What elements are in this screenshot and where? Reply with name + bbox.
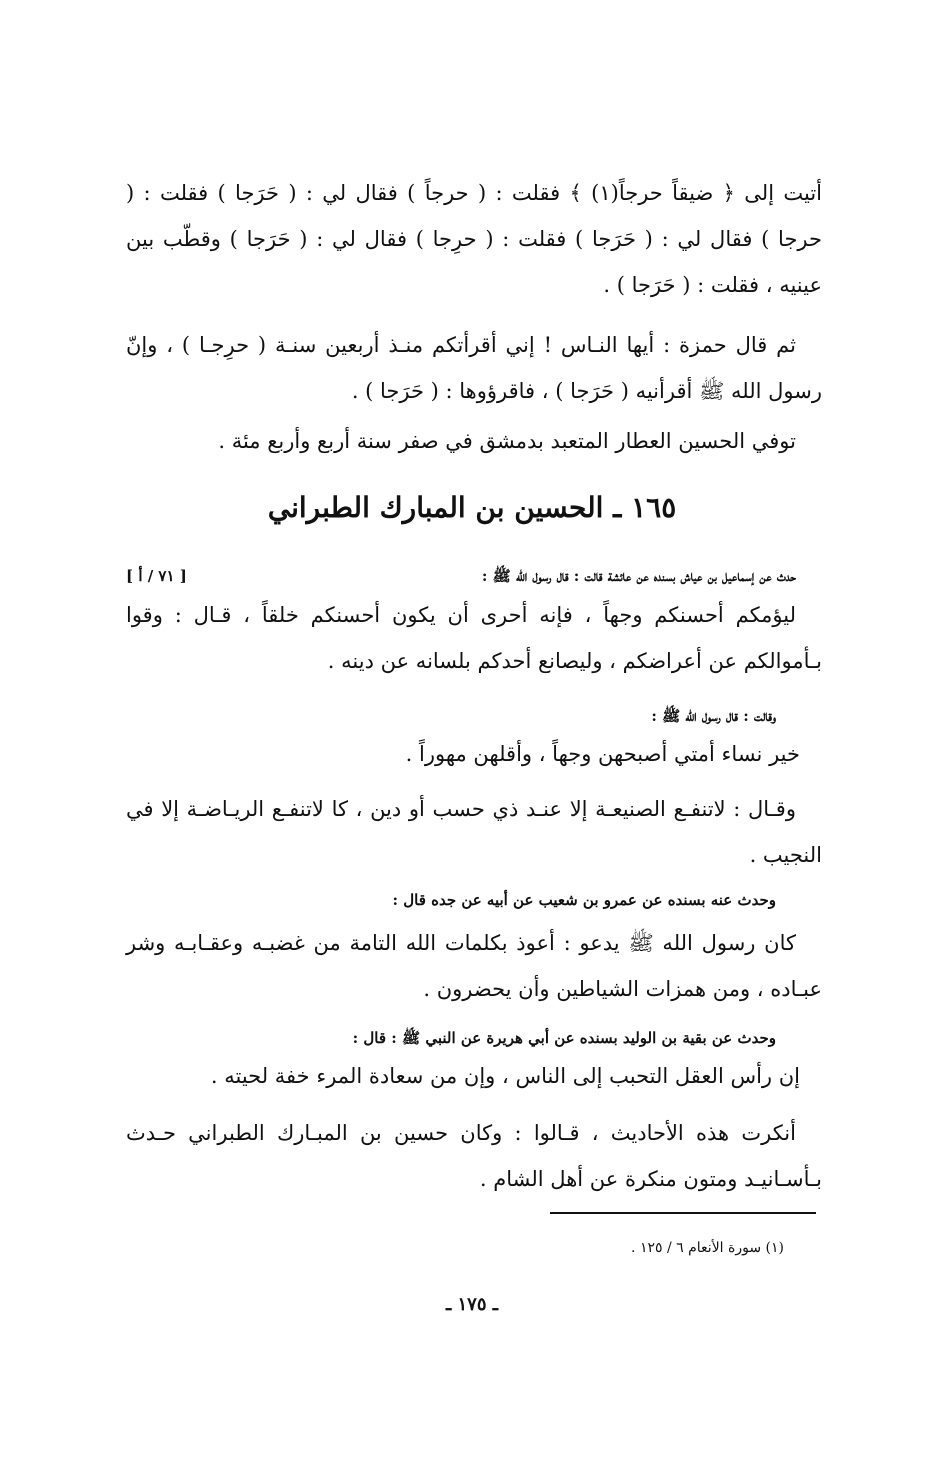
footnote-divider (550, 1212, 816, 1214)
isnad-1-text: حدث عن إسماعيل بن عياش بسنده عن عائشة قالت : قال رسول الله ﷺ : (481, 567, 796, 585)
hadith-4: كان رسول الله ﷺ يدعو : أعوذ بكلمات الله التامة من غضبـه وعقـابـه وشر عبـاده ، ومن همزات الشياطين وأن يحضرون . (126, 931, 822, 1001)
isnad-5: وحدث عن بقية بن الوليد بسنده عن أبي هريرة عن النبي ﷺ : قال : (352, 1029, 776, 1047)
hadith-5: إن رأس العقل التحبب إلى الناس ، وإن من سعادة المرء خفة لحيته . (210, 1064, 800, 1088)
entry-heading: ١٦٥ ـ الحسين بن المبارك الطبراني (267, 491, 677, 524)
isnad-1 (126, 564, 822, 588)
intro-paragraph-1: أتيت إلى ﴿ ضيقاً حرجاً(١) ﴾ فقلت : ( حرجاً ) فقال لي : ( حَرَجا ) فقلت : ( حرجا ) فقال لي : ( حَرَجا ) فقلت : ( حرِجا ) فقال لي : ( حَرَجا ) وقطّب بين عينيه ، فقلت : ( حَرَجا ) . (126, 181, 823, 297)
closing-paragraph: أنكرت هذه الأحاديث ، قـالوا : وكان حسين بن المبـارك الطبراني حـدث بـأسـانيـد ومتون منكرة عن أهل الشام . (126, 1121, 822, 1191)
isnad-2: وقالت : قال رسول الله ﷺ : (651, 707, 776, 725)
death-note: توفي الحسين العطار المتعبد بدمشق في صفر سنة أربع وأربع مئة . (218, 429, 796, 453)
page-number: ـ ١٧٥ ـ (445, 1294, 499, 1315)
footnote: (١) سورة الأنعام ٦ / ١٢٥ . (631, 1240, 784, 1256)
intro-paragraph-2: ثم قال حمزة : أيها النـاس ! إني أقرأتكم منـذ أربعين سنـة ( حرِجـا ) ، وإنّ رسول الله ﷺ أقرأنيه ( حَرَجا ) ، فاقرؤوها : ( حَرَجا ) . (126, 333, 822, 403)
hadith-1: ليؤمكم أحسنكم وجهاً ، فإنه أحرى أن يكون أحسنكم خلقاً ، قـال : وقوا بـأموالكم عن أعراضكم ، وليصانع أحدكم بلسانه عن دينه . (126, 603, 822, 673)
hadith-2: خير نساء أمتي أصبحهن وجهاً ، وأقلهن مهوراً . (405, 742, 800, 766)
isnad-4: وحدث عنه بسنده عن عمرو بن شعيب عن أبيه عن جده قال : (392, 891, 776, 909)
manuscript-reference: [ ٧١ / أ ] (126, 567, 187, 585)
hadith-3: وقـال : لاتنفـع الصنيعـة إلا عنـد ذي حسب أو دين ، كا لاتنفـع الريـاضـة إلا في النجيب . (126, 797, 822, 867)
